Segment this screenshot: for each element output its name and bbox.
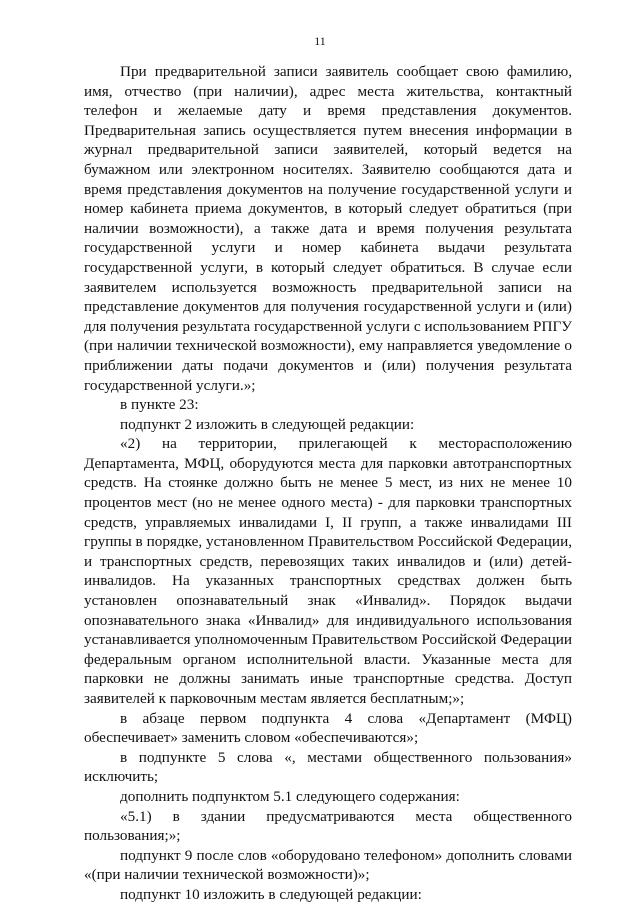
paragraph-5-1-text: «5.1) в здании предусматриваются места общественного пользования;»; (84, 807, 572, 845)
page-number: 11 (314, 34, 326, 48)
paragraph-subclause-10: подпункт 10 изложить в следующей редакции: (120, 885, 422, 903)
paragraph-subclause-9: подпункт 9 после слов «оборудовано телефоном» дополнить словами «(при наличии технической возможности)»; (84, 846, 572, 884)
paragraph-subclause-4: в абзаце первом подпункта 4 слова «Департамент (МФЦ) обеспечивает» заменить словом «обеспечиваются»; (84, 709, 572, 747)
paragraph-clause-23: в пункте 23: (120, 396, 199, 414)
paragraph-preliminary-registration: При предварительной записи заявитель сообщает свою фамилию, имя, отчество (при наличии), адрес места жительства, контактный телефон и желаемые дату и время представления документов. Предварительная запись осуществляется путем внесения информации в журнал предварительной записи заявителей, который ведется на бумажном или электронном носителях. Заявителю сообщаются дата и время представления документов на получение государственной услуги и номер кабинета приема документов, в который следует обратиться (при наличии возможности), а также дата и время получения результата государственной услуги и номер кабинета выдачи результата государственной услуги, в который следует обратиться. В случае если заявителем используется возможность предварительной записи на представление документов для получения государственной услуги и (или) для получения результата государственной услуги с использованием РПГУ (при наличии технической возможности), ему направляется уведомление о приближении даты подачи документов и (или) получения результата государственной услуги.»; (84, 63, 572, 394)
paragraph-add-5-1: дополнить подпунктом 5.1 следующего содержания: (120, 787, 460, 805)
paragraph-parking-rules: «2) на территории, прилегающей к месторасположению Департамента, МФЦ, оборудуются места для парковки автотранспортных средств. На стоянке должно быть не менее 5 мест, из них не менее 10 процентов мест (но не менее одного места) - для парковки транспортных средств, управляемых инвалидами I, II групп, а также инвалидами III группы в порядке, установленном Правительством Российской Федерации, и транспортных средств, перевозящих таких инвалидов и (или) детей-инвалидов. На указанных транспортных средствах должен быть установлен опознавательный знак «Инвалид». Порядок выдачи опознавательного знака «Инвалид» для индивидуального использования устанавливается уполномоченным Правительством Российской Федерации федеральным органом исполнительной власти. Указанные места для парковки не должны занимать иные транспортные средства. Доступ заявителей к парковочным местам является бесплатным;»; (84, 435, 572, 707)
paragraph-subclause-2-intro: подпункт 2 изложить в следующей редакции: (120, 415, 415, 433)
paragraph-subclause-5: в подпункте 5 слова «, местами общественного пользования» исключить; (84, 748, 572, 786)
document-body (84, 62, 572, 905)
